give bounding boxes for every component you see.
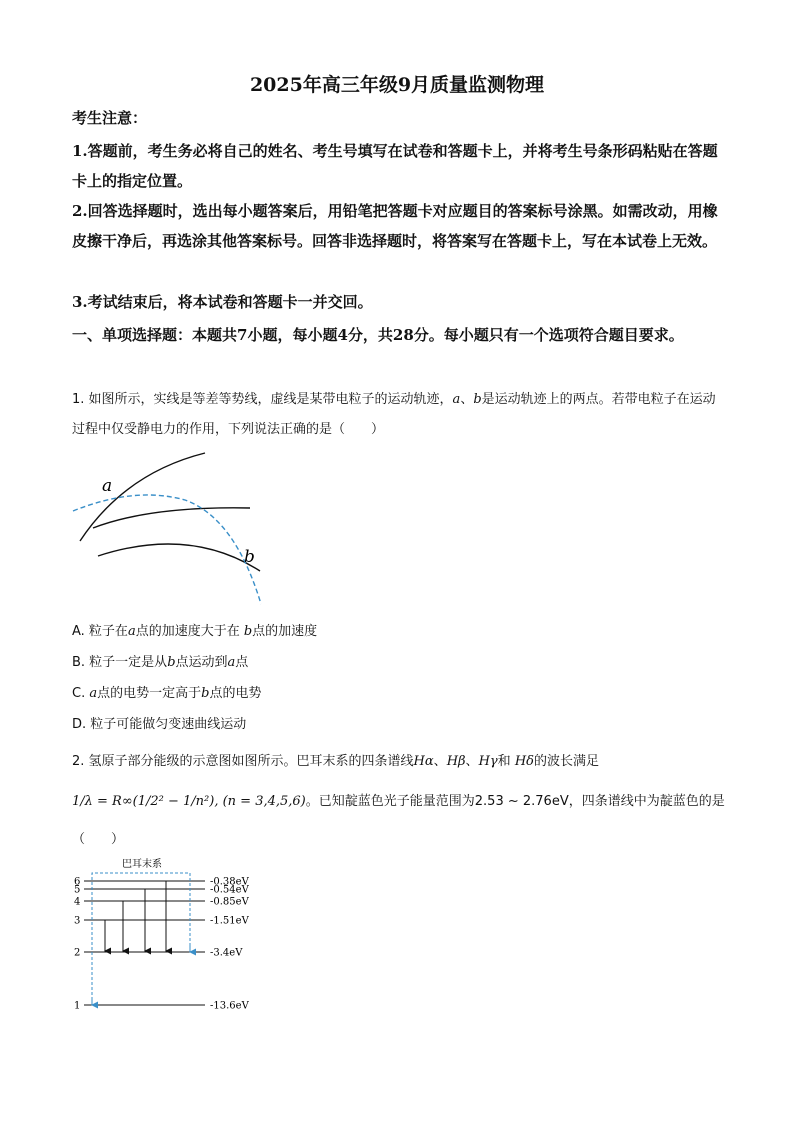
level-number-1: 1 <box>74 1000 81 1012</box>
question-2-stem-line-1: 2. 氢原子部分能级的示意图如图所示。巴耳末系的四条谱线Hα、Hβ、Hγ和 Hδ的波长满足 <box>72 754 600 769</box>
energy-levels <box>74 877 250 1012</box>
option-c[interactable]: C. a点的电势一定高于b点的电势 <box>72 686 262 701</box>
rydberg-formula: 1/λ = R∞(1/2² − 1/n²), (n = 3,4,5,6) <box>72 794 306 809</box>
transition-arrows <box>92 873 190 1005</box>
question-1-stem: 1. 如图所示，实线是等差等势线，虚线是某带电粒子的运动轨迹，a、b是运动轨迹上的两点。若带电粒子在运动过程中仅受静电力的作用，下列说法正确的是（ ） <box>72 392 716 437</box>
question-2-paren: （ ） <box>72 832 125 847</box>
level-energy-6: -0.38eV <box>210 876 249 888</box>
section-heading: 一、单项选择题：本题共7小题，每小题4分，共28分。每小题只有一个选项符合题目要求。 <box>72 326 684 344</box>
equipotential-figure <box>65 448 275 610</box>
notice-heading: 考生注意： <box>72 109 148 127</box>
level-number-6: 6 <box>74 876 81 888</box>
point-a-label: a <box>102 476 113 496</box>
equipotential-line-1 <box>80 453 205 541</box>
point-b-label: b <box>244 547 255 567</box>
page-title: 2025年高三年级9月质量监测物理 <box>249 74 545 96</box>
option-b[interactable]: B. 粒子一定是从b点运动到a点 <box>72 655 249 670</box>
equipotential-line-2 <box>93 508 250 528</box>
notice-item-2: 2.回答选择题时，选出每小题答案后，用铅笔把答题卡对应题目的答案标号涂黑。如需改动，用橡皮擦干净后，再选涂其他答案标号。回答非选择题时，将答案写在答题卡上，写在本试卷上无效。 <box>72 202 718 250</box>
option-a[interactable]: A. 粒子在a点的加速度大于在 b点的加速度 <box>72 624 318 639</box>
level-energy-2: -3.4eV <box>210 947 243 959</box>
level-number-2: 2 <box>74 947 81 959</box>
option-d[interactable]: D. 粒子可能做匀变速曲线运动 <box>72 717 247 732</box>
notice-item-1: 1.答题前，考生务必将自己的姓名、考生号填写在试卷和答题卡上，并将考生号条形码粘贴在答题卡上的指定位置。 <box>72 142 718 190</box>
equipotential-line-3 <box>98 544 260 571</box>
notice-item-3: 3.考试结束后，将本试卷和答题卡一并交回。 <box>72 293 373 311</box>
energy-level-diagram <box>70 855 270 1015</box>
level-number-5: 5 <box>74 884 81 896</box>
series-dashed-bracket <box>92 873 190 1005</box>
level-energy-4: -0.85eV <box>210 896 249 908</box>
level-energy-3: -1.51eV <box>210 915 249 927</box>
question-2-stem-line-2: 1/λ = R∞(1/2² − 1/n²), (n = 3,4,5,6)。已知靛蓝色光子能量范围为2.53 ~ 2.76eV，四条谱线中为靛蓝色的是 <box>72 794 725 809</box>
level-number-3: 3 <box>74 915 81 927</box>
level-energy-1: -13.6eV <box>210 1000 249 1012</box>
level-number-4: 4 <box>74 896 81 908</box>
balmer-series-label: 巴耳末系 <box>122 859 162 870</box>
level-energy-5: -0.54eV <box>210 884 249 896</box>
